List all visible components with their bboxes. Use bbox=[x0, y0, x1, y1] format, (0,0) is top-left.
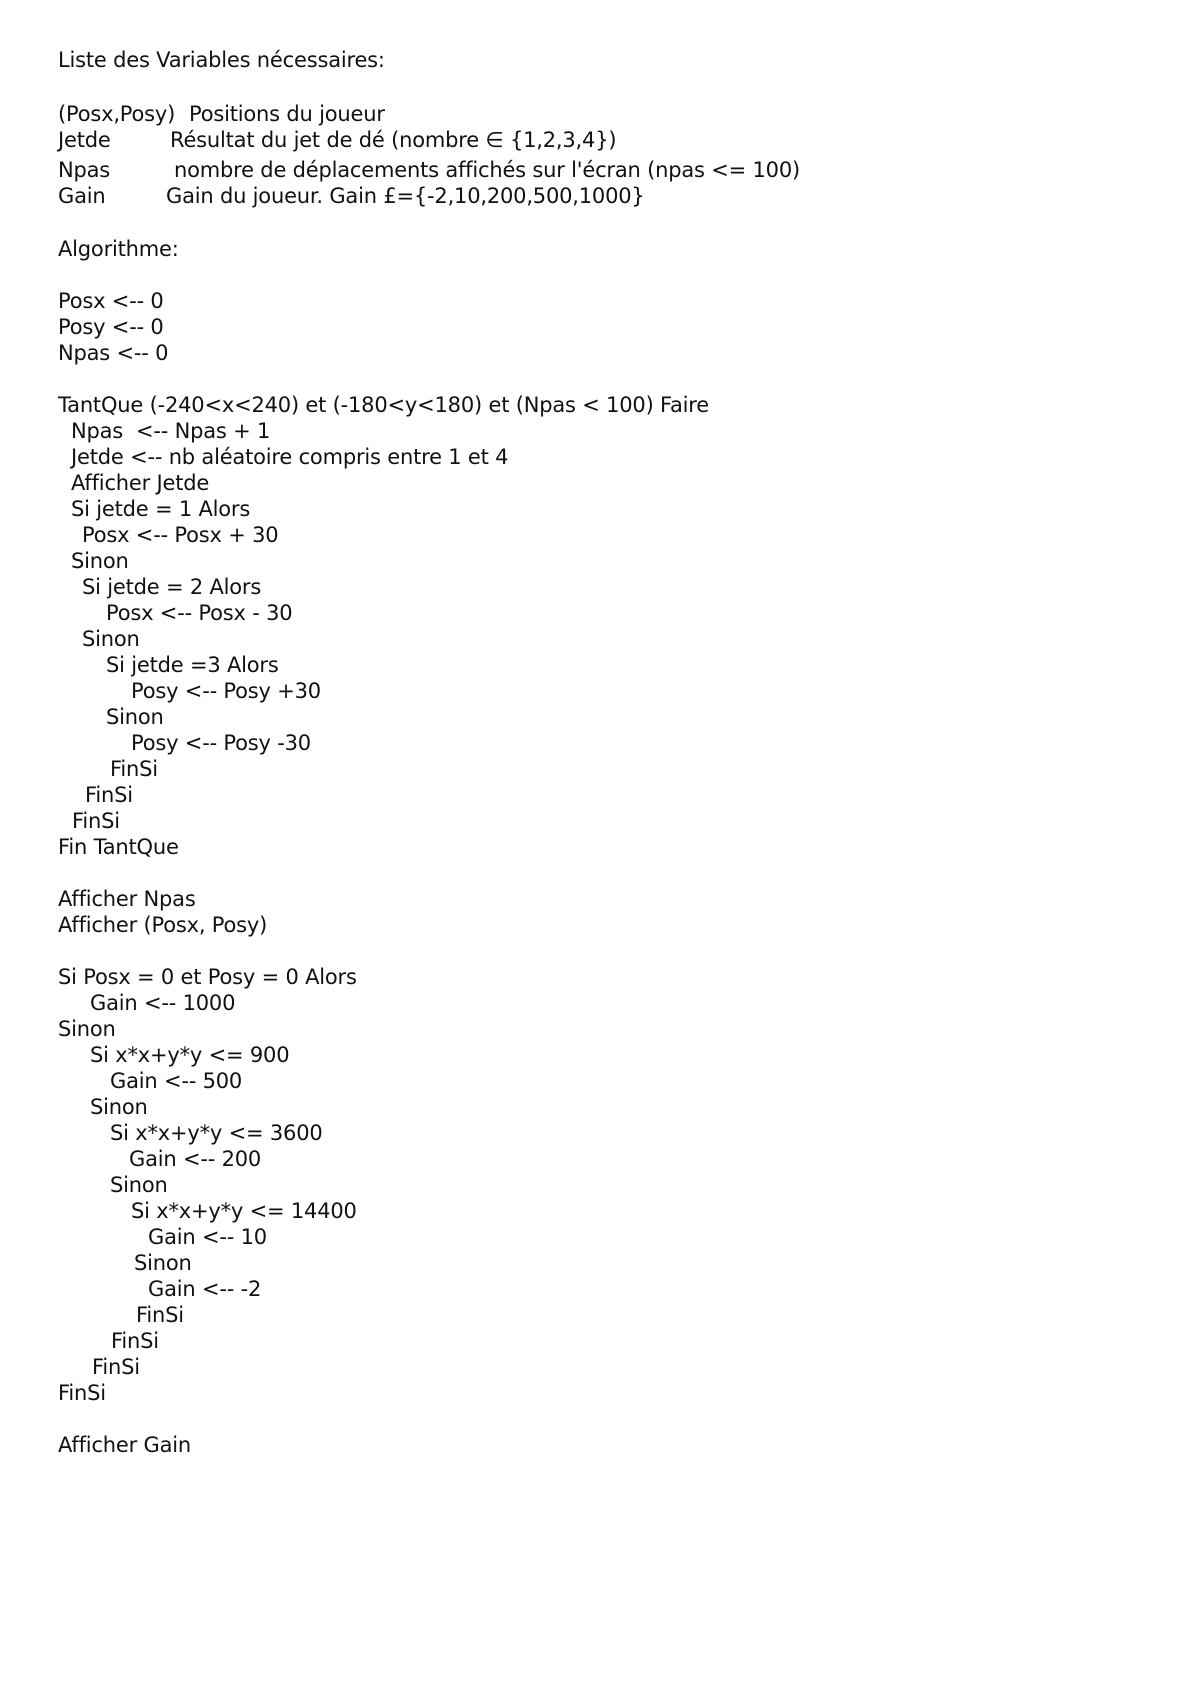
code-line: Gain <-- 10 bbox=[148, 1225, 267, 1249]
code-line: Posx <-- Posx - 30 bbox=[106, 601, 293, 625]
code-line: FinSi bbox=[85, 783, 133, 807]
code-line: FinSi bbox=[58, 1381, 106, 1405]
code-line: Afficher Npas bbox=[58, 887, 196, 911]
code-line: Posy <-- Posy -30 bbox=[131, 731, 311, 755]
code-line: Sinon bbox=[90, 1095, 148, 1119]
code-line: Fin TantQue bbox=[58, 835, 179, 859]
code-line: Si x*x+y*y <= 14400 bbox=[131, 1199, 357, 1223]
code-line: Sinon bbox=[106, 705, 164, 729]
code-line: FinSi bbox=[111, 1329, 159, 1353]
code-line: Posy <-- 0 bbox=[58, 315, 164, 339]
code-line: Afficher Jetde bbox=[71, 471, 210, 495]
variable-name: (Posx,Posy) bbox=[58, 102, 176, 126]
code-line: Npas <-- 0 bbox=[58, 341, 169, 365]
variable-description: Gain du joueur. Gain £={-2,10,200,500,1000} bbox=[166, 184, 645, 208]
variable-name: Gain bbox=[58, 184, 106, 208]
code-line: FinSi bbox=[72, 809, 120, 833]
code-line: Posx <-- 0 bbox=[58, 289, 164, 313]
code-line: FinSi bbox=[136, 1303, 184, 1327]
code-line: Gain <-- -2 bbox=[148, 1277, 262, 1301]
variables-heading: Liste des Variables nécessaires: bbox=[58, 48, 385, 72]
code-line: Si x*x+y*y <= 3600 bbox=[110, 1121, 323, 1145]
code-line: Si jetde =3 Alors bbox=[106, 653, 279, 677]
variable-name: Jetde bbox=[58, 128, 111, 152]
variable-name: Npas bbox=[58, 158, 111, 182]
algorithm-heading: Algorithme: bbox=[58, 237, 179, 261]
code-line: Sinon bbox=[71, 549, 129, 573]
code-line: FinSi bbox=[92, 1355, 140, 1379]
code-line: Si jetde = 1 Alors bbox=[71, 497, 251, 521]
code-line: Posx <-- Posx + 30 bbox=[82, 523, 279, 547]
code-line: Jetde <-- nb aléatoire compris entre 1 et 4 bbox=[71, 445, 509, 469]
code-line: Afficher Gain bbox=[58, 1433, 192, 1457]
variable-description: Résultat du jet de dé (nombre ∈ {1,2,3,4}) bbox=[170, 128, 617, 152]
code-line: Si x*x+y*y <= 900 bbox=[90, 1043, 290, 1067]
code-line: FinSi bbox=[110, 757, 158, 781]
code-line: Gain <-- 200 bbox=[129, 1147, 262, 1171]
code-line: Posy <-- Posy +30 bbox=[131, 679, 321, 703]
code-line: Sinon bbox=[134, 1251, 192, 1275]
code-line: Npas <-- Npas + 1 bbox=[71, 419, 271, 443]
code-line: Gain <-- 1000 bbox=[90, 991, 236, 1015]
code-line: Afficher (Posx, Posy) bbox=[58, 913, 268, 937]
code-line: Gain <-- 500 bbox=[110, 1069, 243, 1093]
code-line: Si jetde = 2 Alors bbox=[82, 575, 262, 599]
variable-description: nombre de déplacements affichés sur l'écran (npas <= 100) bbox=[174, 158, 800, 182]
code-line: Sinon bbox=[58, 1017, 116, 1041]
code-line: TantQue (-240<x<240) et (-180<y<180) et (Npas < 100) Faire bbox=[58, 393, 709, 417]
code-line: Sinon bbox=[82, 627, 140, 651]
variable-description: Positions du joueur bbox=[189, 102, 385, 126]
code-line: Sinon bbox=[110, 1173, 168, 1197]
code-line: Si Posx = 0 et Posy = 0 Alors bbox=[58, 965, 357, 989]
